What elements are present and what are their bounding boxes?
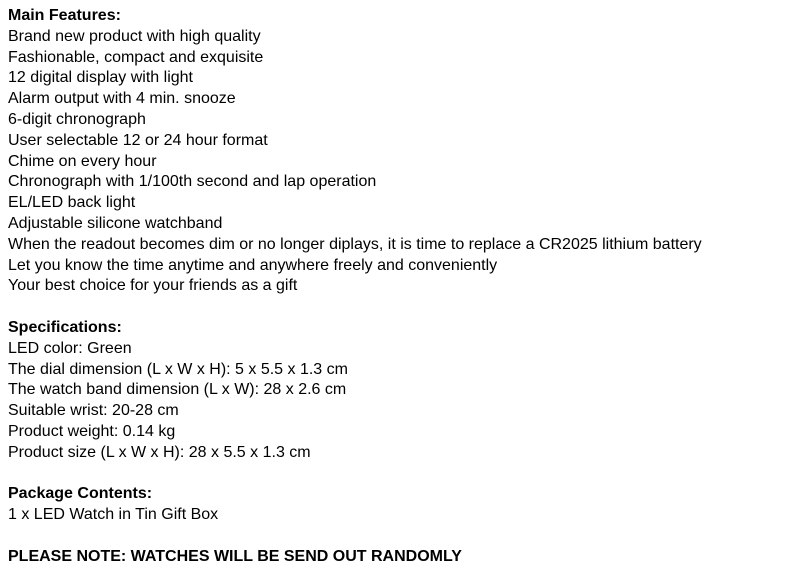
spec-item: Product size (L x W x H): 28 x 5.5 x 1.3 cm xyxy=(8,443,311,461)
spec-item: The dial dimension (L x W x H): 5 x 5.5 x 1.3 cm xyxy=(8,360,348,378)
spec-item: Suitable wrist: 20-28 cm xyxy=(8,402,179,420)
spec-item: The watch band dimension (L x W): 28 x 2.6 cm xyxy=(8,381,347,399)
feature-item: Brand new product with high quality xyxy=(8,27,261,45)
feature-item: Your best choice for your friends as a gift xyxy=(8,277,298,295)
package-item: 1 x LED Watch in Tin Gift Box xyxy=(8,506,219,524)
feature-item: When the readout becomes dim or no longer diplays, it is time to replace a CR2025 lithium battery xyxy=(8,235,702,253)
feature-item: Fashionable, compact and exquisite xyxy=(8,48,264,66)
specifications-section xyxy=(8,318,798,464)
package-contents-heading: Package Contents: xyxy=(8,485,153,503)
feature-item: EL/LED back light xyxy=(8,194,136,212)
feature-item: 6-digit chronograph xyxy=(8,110,146,128)
product-description xyxy=(8,6,798,568)
shipping-note: PLEASE NOTE: WATCHES WILL BE SEND OUT RANDOMLY xyxy=(8,547,462,565)
main-features-heading: Main Features: xyxy=(8,7,121,24)
feature-item: User selectable 12 or 24 hour format xyxy=(8,131,268,149)
section-spacer xyxy=(8,297,798,318)
feature-item: Alarm output with 4 min. snooze xyxy=(8,90,236,108)
feature-item: 12 digital display with light xyxy=(8,69,193,87)
spec-item: Product weight: 0.14 kg xyxy=(8,422,176,440)
feature-item: Chronograph with 1/100th second and lap operation xyxy=(8,173,377,191)
spec-item: LED color: Green xyxy=(8,339,132,357)
feature-item: Adjustable silicone watchband xyxy=(8,214,223,232)
feature-item: Let you know the time anytime and anywhere freely and conveniently xyxy=(8,256,498,274)
section-spacer xyxy=(8,526,798,547)
main-features-section xyxy=(8,6,798,297)
feature-item: Chime on every hour xyxy=(8,152,157,170)
package-contents-section xyxy=(8,484,798,526)
specifications-heading: Specifications: xyxy=(8,318,122,336)
section-spacer xyxy=(8,464,798,485)
